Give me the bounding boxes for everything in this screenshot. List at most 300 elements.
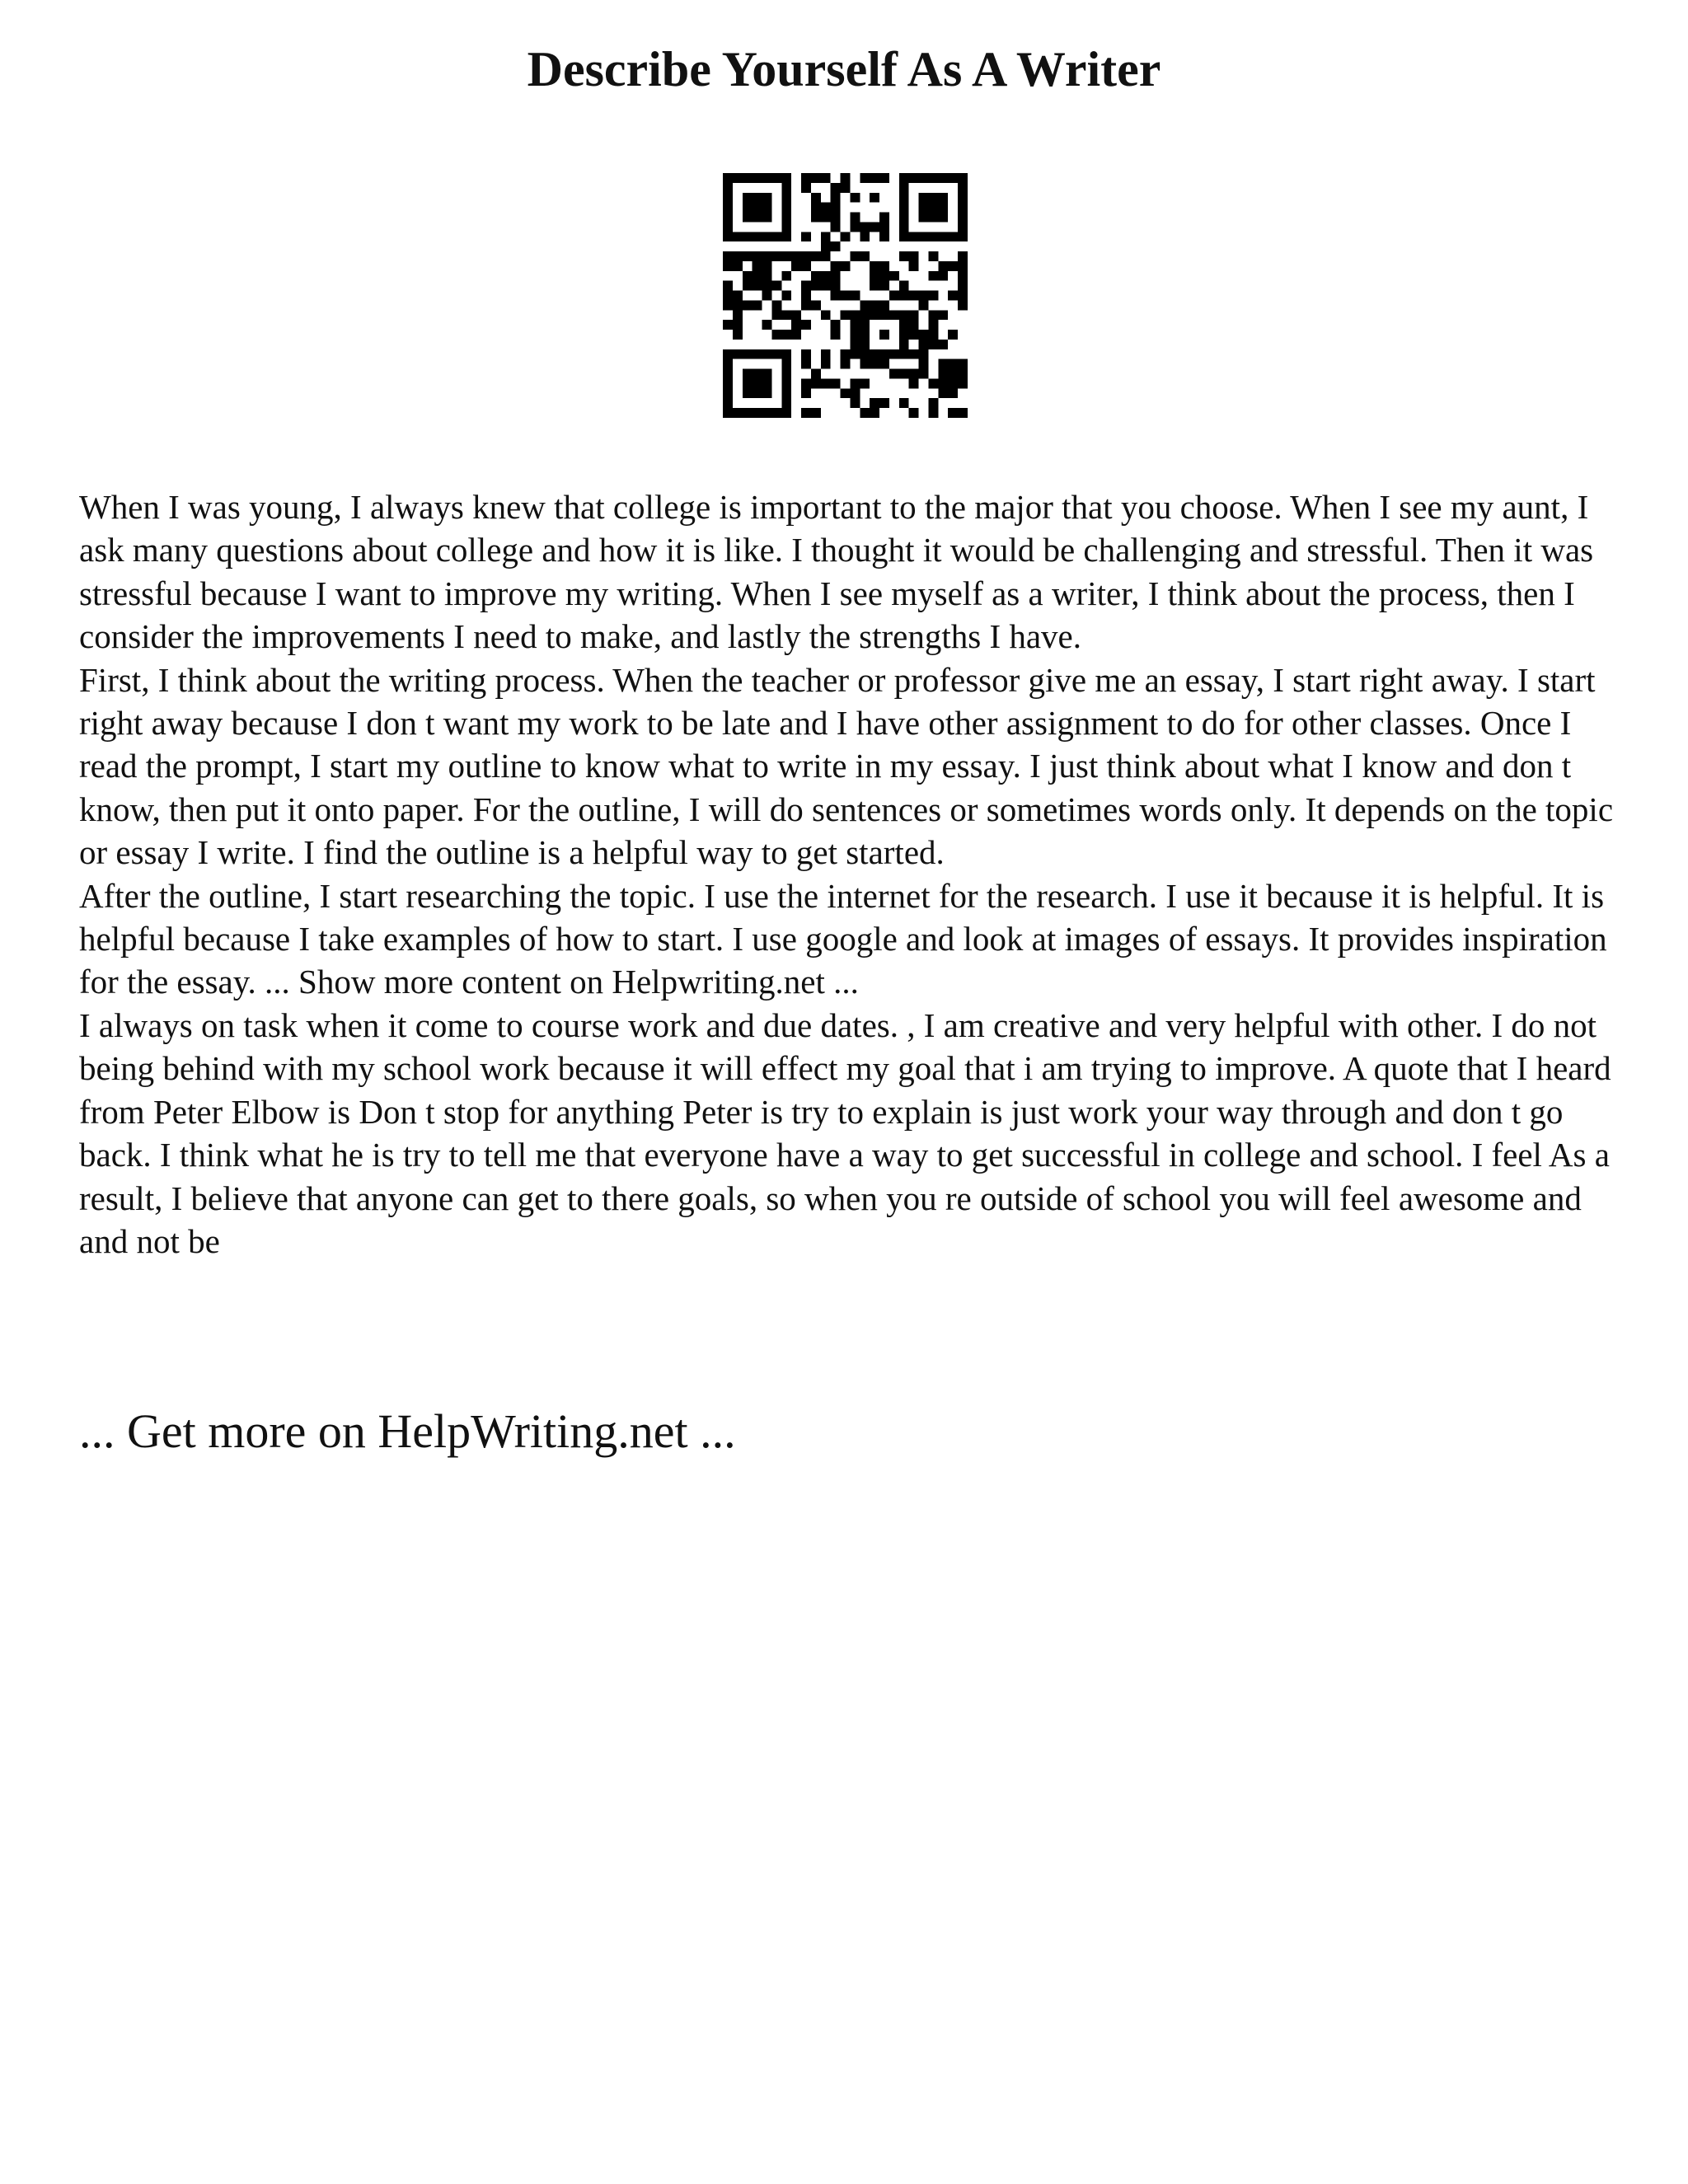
qr-module [870,193,879,203]
qr-module [841,232,851,241]
qr-module [801,173,811,183]
qr-module [743,251,753,261]
qr-module [723,281,733,291]
qr-module [771,408,781,418]
qr-module [831,261,841,271]
qr-module [771,310,781,320]
qr-module [841,359,851,369]
qr-module [811,378,821,388]
qr-module [948,173,958,183]
qr-module [723,349,733,359]
paragraph-1: When I was young, I always knew that college is important to the major that you choose. When I see my aunt, I ask many questions about college and how it is like. I thought it would be challenging and stressful. Then it was stressful because I want to improve my writing. When I see myself as a writer, I think about the process, then I consider the improvements I need to make, and lastly the strengths I have. [79,488,1594,656]
qr-module [958,359,968,369]
qr-module [899,330,909,340]
qr-module [723,261,733,271]
qr-module [879,310,889,320]
qr-module [791,330,801,340]
qr-module [743,203,753,213]
qr-module [938,232,948,241]
qr-module [958,369,968,379]
qr-module [928,213,938,223]
qr-module [938,173,948,183]
qr-module [889,369,899,379]
qr-module [762,388,772,398]
qr-module [919,291,929,301]
qr-module [938,359,948,369]
qr-module [723,232,733,241]
qr-module [762,271,772,281]
qr-module [762,261,772,271]
qr-module [831,193,841,203]
qr-module [762,291,772,301]
qr-module [899,232,909,241]
qr-module [743,388,753,398]
qr-module [762,320,772,330]
qr-module [723,251,733,261]
qr-module [958,251,968,261]
qr-module [870,300,879,310]
qr-module [841,261,851,271]
qr-module [850,340,860,349]
qr-module [870,222,879,232]
qr-module [762,349,772,359]
qr-code-icon [723,173,968,418]
qr-module [958,408,968,418]
qr-module [753,349,762,359]
qr-module [909,251,919,261]
qr-module [801,251,811,261]
qr-module [753,232,762,241]
qr-module [831,378,841,388]
qr-module [870,310,879,320]
qr-module [850,378,860,388]
qr-module [733,320,743,330]
qr-module [928,320,938,330]
qr-module [753,203,762,213]
qr-module [909,261,919,271]
qr-module [938,388,948,398]
qr-module [928,251,938,261]
qr-module [928,378,938,388]
qr-module [928,232,938,241]
qr-module [958,222,968,232]
qr-module [879,359,889,369]
paragraph-3: After the outline, I start researching the topic. I use the internet for the research. I use it because it is helpful. It is helpful because I take examples of how to start. I use google and look at images of essays. It provides inspiration for the essay. ... Show more content on Helpwriting.net ... [79,876,1607,1001]
qr-module [889,271,899,281]
qr-module [841,349,851,359]
qr-module [762,251,772,261]
qr-module [791,261,801,271]
qr-module [938,340,948,349]
qr-module [948,291,958,301]
qr-module [879,349,889,359]
qr-module [801,378,811,388]
qr-module [928,203,938,213]
qr-module [801,320,811,330]
qr-module [801,232,811,241]
qr-module [899,193,909,203]
qr-module [948,232,958,241]
qr-module [850,251,860,261]
qr-module [811,300,821,310]
qr-module [870,271,879,281]
qr-module [801,408,811,418]
qr-module [723,183,733,193]
qr-module [899,251,909,261]
qr-module [781,271,791,281]
qr-module [919,173,929,183]
qr-module [870,349,879,359]
qr-module [850,310,860,320]
qr-module [841,183,851,193]
qr-module [781,183,791,193]
qr-module [733,251,743,261]
qr-module [791,310,801,320]
qr-module [762,232,772,241]
qr-module [879,281,889,291]
qr-module [811,251,821,261]
qr-module [811,213,821,223]
qr-module [743,213,753,223]
qr-module [801,359,811,369]
qr-module [909,173,919,183]
qr-module [771,173,781,183]
qr-module [831,291,841,301]
qr-module [781,232,791,241]
qr-module [958,261,968,271]
qr-module [753,271,762,281]
qr-module [771,349,781,359]
qr-module [958,203,968,213]
qr-module [801,349,811,359]
paragraph-4: I always on task when it come to course work and due dates. , I am creative and very helpful with other. I do not being behind with my school work because it will effect my goal that i am trying to improve. A quote that I heard from Peter Elbow is Don t stop for anything Peter is try to explain is just work your way through and don t go back. I think what he is try to tell me that everyone have a way to get successful in college and school. I feel As a result, I believe that anyone can get to there goals, so when you re outside of school you will feel awesome and and not be [79,1005,1611,1260]
qr-module [919,369,929,379]
qr-module [870,359,879,369]
qr-module [899,203,909,213]
qr-module [948,369,958,379]
qr-module [850,330,860,340]
qr-module [909,232,919,241]
qr-module [753,213,762,223]
qr-module [723,222,733,232]
qr-module [723,320,733,330]
qr-module [889,349,899,359]
qr-module [771,281,781,291]
qr-module [791,320,801,330]
qr-module [919,349,929,359]
qr-module [948,359,958,369]
qr-module [821,203,831,213]
qr-module [928,340,938,349]
qr-module [889,291,899,301]
qr-module [781,203,791,213]
qr-module [743,193,753,203]
qr-module [958,281,968,291]
qr-module [938,369,948,379]
qr-module [860,340,870,349]
qr-module [762,369,772,379]
qr-module [899,291,909,301]
qr-module [899,310,909,320]
qr-module [811,173,821,183]
qr-module [919,203,929,213]
qr-module [733,291,743,301]
qr-module [879,232,889,241]
qr-module [811,271,821,281]
qr-module [850,193,860,203]
qr-module [753,378,762,388]
qr-module [958,183,968,193]
qr-module [928,173,938,183]
get-more-link[interactable]: ... Get more on HelpWriting.net ... [79,1404,736,1458]
qr-module [841,291,851,301]
qr-module [928,271,938,281]
qr-module [860,222,870,232]
qr-module [723,291,733,301]
qr-module [781,173,791,183]
qr-module [762,203,772,213]
qr-module [899,173,909,183]
qr-module [831,183,841,193]
qr-module [821,378,831,388]
qr-module [801,281,811,291]
qr-module [879,173,889,183]
qr-module [879,261,889,271]
qr-module [958,232,968,241]
qr-module [889,310,899,320]
qr-module [928,193,938,203]
qr-module [831,222,841,232]
qr-module [821,281,831,291]
qr-module [771,232,781,241]
qr-module [762,378,772,388]
qr-module [919,213,929,223]
qr-module [948,330,958,340]
qr-module [771,330,781,340]
qr-module [938,378,948,388]
qr-module [919,359,929,369]
qr-module [938,310,948,320]
qr-module [781,193,791,203]
qr-module [958,378,968,388]
qr-module [723,213,733,223]
qr-module [801,183,811,193]
qr-module [801,291,811,301]
qr-module [733,408,743,418]
qr-module [831,320,841,330]
qr-module [860,408,870,418]
qr-module [771,300,781,310]
qr-module [801,388,811,398]
qr-module [753,193,762,203]
qr-module [909,320,919,330]
qr-module [821,271,831,281]
qr-module [811,193,821,203]
qr-module [743,173,753,183]
qr-module [928,310,938,320]
qr-module [860,232,870,241]
qr-module [958,173,968,183]
qr-module [938,271,948,281]
qr-module [879,222,889,232]
qr-module [860,300,870,310]
qr-module [781,310,791,320]
qr-module [753,388,762,398]
qr-module [811,281,821,291]
qr-module [821,359,831,369]
qr-module [743,271,753,281]
qr-module [928,408,938,418]
qr-module [870,398,879,408]
qr-module [919,330,929,340]
qr-module [850,222,860,232]
qr-module [821,310,831,320]
qr-module [762,213,772,223]
qr-module [821,173,831,183]
qr-module [762,173,772,183]
qr-module [821,349,831,359]
qr-module [879,300,889,310]
qr-module [899,281,909,291]
qr-module [831,271,841,281]
qr-module [723,398,733,408]
page-title: Describe Yourself As A Writer [527,42,1161,96]
paragraph-2: First, I think about the writing process. When the teacher or professor give me an essay, I start right away. I start right away because I don t want my work to be late and I have other assignment to do for other classes. Once I read the prompt, I start my outline to know what to write in my essay. I just think about what I know and don t know, then put it onto paper. For the outline, I will do sentences or sometimes words only. It depends on the topic or essay I write. I find the outline is a helpful way to get started. [79,660,1614,872]
qr-module [753,173,762,183]
qr-module [811,408,821,418]
qr-module [899,349,909,359]
qr-module [753,261,762,271]
qr-module [938,203,948,213]
qr-module [948,388,958,398]
qr-module [850,388,860,398]
qr-module [899,222,909,232]
qr-module [919,193,929,203]
qr-module [841,388,851,398]
qr-module [781,408,791,418]
qr-module [958,213,968,223]
qr-module [733,310,743,320]
qr-module [860,251,870,261]
qr-module [733,261,743,271]
qr-module [909,310,919,320]
qr-module [781,213,791,223]
qr-module [821,232,831,241]
qr-module [781,291,791,301]
qr-module [762,281,772,291]
qr-module [791,251,801,261]
qr-module [938,213,948,223]
qr-module [723,173,733,183]
qr-module [753,281,762,291]
qr-module [801,300,811,310]
qr-module [733,232,743,241]
qr-module [860,320,870,330]
qr-module [899,213,909,223]
qr-module [928,398,938,408]
qr-module [938,261,948,271]
qr-module [948,378,958,388]
qr-module [841,310,851,320]
qr-module [723,388,733,398]
qr-module [743,349,753,359]
qr-module [723,359,733,369]
qr-module [821,251,831,261]
qr-module [831,281,841,291]
qr-module [919,300,929,310]
qr-module [948,408,958,418]
qr-module [743,232,753,241]
qr-module [879,271,889,281]
qr-code-graphic [723,173,968,418]
qr-module [723,378,733,388]
qr-module [860,359,870,369]
qr-module [909,408,919,418]
qr-module [958,193,968,203]
qr-module [899,320,909,330]
qr-module [958,271,968,281]
qr-module [860,378,870,388]
qr-module [801,261,811,271]
qr-module [743,378,753,388]
qr-module [899,369,909,379]
qr-module [771,251,781,261]
qr-module [753,369,762,379]
qr-module [841,173,851,183]
qr-module [781,330,791,340]
qr-module [909,369,919,379]
qr-module [723,408,733,418]
qr-module [870,261,879,271]
qr-module [909,378,919,388]
qr-module [909,291,919,301]
qr-module [831,330,841,340]
qr-module [821,213,831,223]
qr-module [743,369,753,379]
qr-module [850,320,860,330]
qr-module [733,349,743,359]
qr-module [723,193,733,203]
qr-module [781,369,791,379]
qr-module [781,378,791,388]
qr-module [870,281,879,291]
qr-module [733,173,743,183]
qr-module [781,222,791,232]
qr-module [860,330,870,340]
qr-module [723,369,733,379]
qr-module [870,173,879,183]
qr-module [811,369,821,379]
qr-module [831,203,841,213]
qr-module [781,398,791,408]
qr-module [909,330,919,340]
qr-module [919,232,929,241]
qr-module [811,203,821,213]
qr-module [860,310,870,320]
qr-module [879,213,889,223]
qr-module [781,388,791,398]
qr-module [850,349,860,359]
qr-module [919,340,929,349]
qr-module [723,203,733,213]
qr-module [928,330,938,340]
qr-module [879,330,889,340]
qr-module [958,291,968,301]
qr-module [743,281,753,291]
qr-module [958,300,968,310]
qr-module [733,300,743,310]
qr-module [899,340,909,349]
